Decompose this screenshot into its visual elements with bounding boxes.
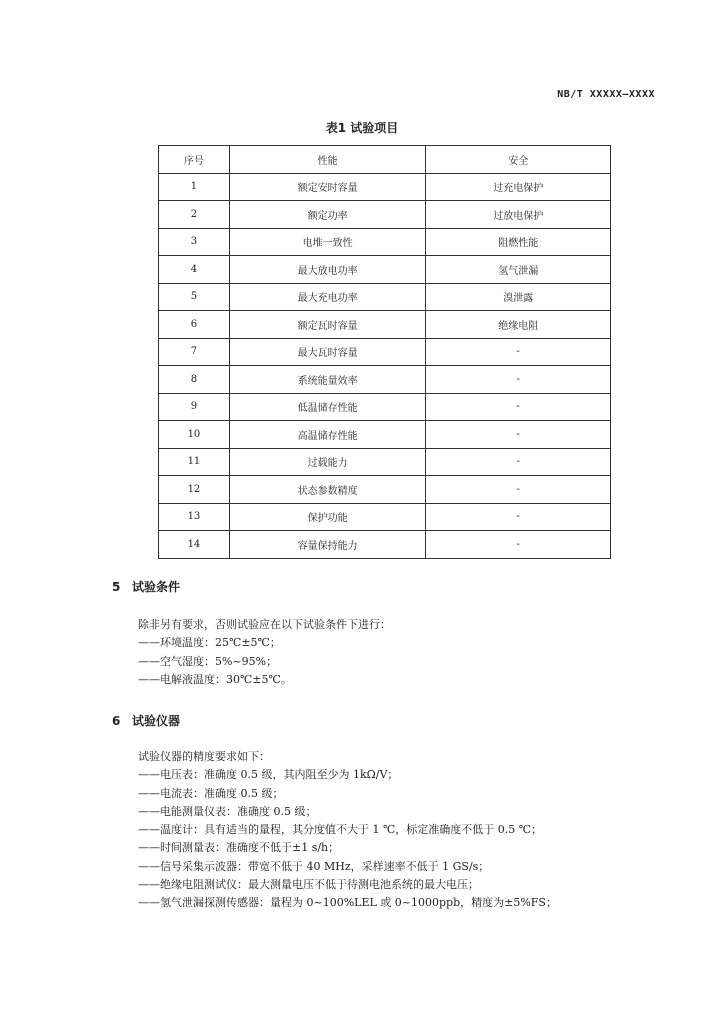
cell-performance: 额定功率	[229, 201, 426, 229]
cell-safety: 过充电保护	[426, 173, 611, 201]
table-row	[159, 476, 611, 504]
column-header-index: 序号	[159, 146, 230, 174]
section-5-heading	[112, 578, 180, 595]
cell-performance: 高温储存性能	[229, 421, 426, 449]
list-item: ——时间测量表：准确度不低于±1 s/h；	[138, 841, 340, 855]
cell-index: 8	[159, 366, 230, 394]
list-item: ——环境温度：25℃±5℃；	[138, 636, 281, 650]
section-6-body	[138, 748, 557, 913]
cell-index: 7	[159, 338, 230, 366]
section-6-heading	[112, 712, 180, 729]
cell-safety: -	[426, 338, 611, 366]
table-header-row	[159, 146, 611, 174]
cell-safety: 溴泄露	[426, 283, 611, 311]
table-row	[159, 173, 611, 201]
cell-index: 9	[159, 393, 230, 421]
table-row	[159, 228, 611, 256]
cell-performance: 电堆一致性	[229, 228, 426, 256]
table-row	[159, 338, 611, 366]
table-row	[159, 283, 611, 311]
cell-performance: 额定瓦时容量	[229, 311, 426, 339]
cell-index: 4	[159, 256, 230, 284]
cell-safety: 氢气泄漏	[426, 256, 611, 284]
section-intro: 试验仪器的精度要求如下：	[138, 750, 270, 763]
table-row	[159, 311, 611, 339]
cell-performance: 系统能量效率	[229, 366, 426, 394]
cell-safety: -	[426, 476, 611, 504]
list-item: ——温度计：具有适当的量程，其分度值不大于 1 ℃，标定准确度不低于 0.5 ℃；	[138, 823, 543, 837]
table-row	[159, 421, 611, 449]
section-title: 试验条件	[132, 580, 181, 594]
cell-safety: 绝缘电阻	[426, 311, 611, 339]
cell-performance: 容量保持能力	[229, 531, 426, 559]
cell-index: 11	[159, 448, 230, 476]
cell-safety: 阻燃性能	[426, 228, 611, 256]
table-row	[159, 201, 611, 229]
section-number: 5	[112, 580, 121, 594]
cell-index: 6	[159, 311, 230, 339]
cell-safety: -	[426, 531, 611, 559]
table-row	[159, 366, 611, 394]
cell-performance: 状态参数精度	[229, 476, 426, 504]
table-row	[159, 531, 611, 559]
section-number: 6	[112, 714, 121, 728]
column-header-performance: 性能	[229, 146, 426, 174]
list-item: ——空气湿度：5%~95%；	[138, 654, 278, 668]
cell-performance: 保护功能	[229, 503, 426, 531]
table-title: 表1 试验项目	[325, 121, 399, 135]
list-item: ——绝缘电阻测试仪：最大测量电压不低于待测电池系统的最大电压；	[138, 878, 479, 892]
table-row	[159, 256, 611, 284]
table-row	[159, 503, 611, 531]
cell-index: 5	[159, 283, 230, 311]
cell-safety: -	[426, 503, 611, 531]
cell-safety: -	[426, 448, 611, 476]
list-item: ——信号采集示波器：带宽不低于 40 MHz，采样速率不低于 1 GS/s；	[138, 859, 490, 873]
list-item: ——电能测量仪表：准确度 0.5 级；	[138, 804, 317, 818]
cell-index: 14	[159, 531, 230, 559]
table-row	[159, 448, 611, 476]
cell-index: 10	[159, 421, 230, 449]
cell-performance: 额定安时容量	[229, 173, 426, 201]
section-5-body	[138, 616, 391, 689]
cell-index: 1	[159, 173, 230, 201]
cell-performance: 最大放电功率	[229, 256, 426, 284]
cell-performance: 最大瓦时容量	[229, 338, 426, 366]
cell-performance: 最大充电功率	[229, 283, 426, 311]
standard-code: NB/T XXXXX—XXXX	[557, 89, 655, 100]
cell-safety: 过放电保护	[426, 201, 611, 229]
list-item: ——电压表：准确度 0.5 级，其内阻至少为 1kΩ/V；	[138, 768, 399, 782]
cell-index: 2	[159, 201, 230, 229]
list-item: ——氢气泄漏探测传感器：量程为 0~100%LEL 或 0~1000ppb，精度为±5%FS；	[138, 896, 557, 910]
section-title: 试验仪器	[132, 714, 181, 728]
table-row	[159, 393, 611, 421]
cell-safety: -	[426, 366, 611, 394]
cell-performance: 低温储存性能	[229, 393, 426, 421]
cell-index: 3	[159, 228, 230, 256]
cell-index: 12	[159, 476, 230, 504]
cell-performance: 过载能力	[229, 448, 426, 476]
cell-safety: -	[426, 393, 611, 421]
cell-index: 13	[159, 503, 230, 531]
column-header-safety: 安全	[426, 146, 611, 174]
section-intro: 除非另有要求，否则试验应在以下试验条件下进行：	[138, 618, 391, 631]
cell-safety: -	[426, 421, 611, 449]
list-item: ——电解液温度：30℃±5℃。	[138, 672, 292, 686]
list-item: ——电流表：准确度 0.5 级；	[138, 786, 284, 800]
test-items-table	[158, 145, 611, 559]
